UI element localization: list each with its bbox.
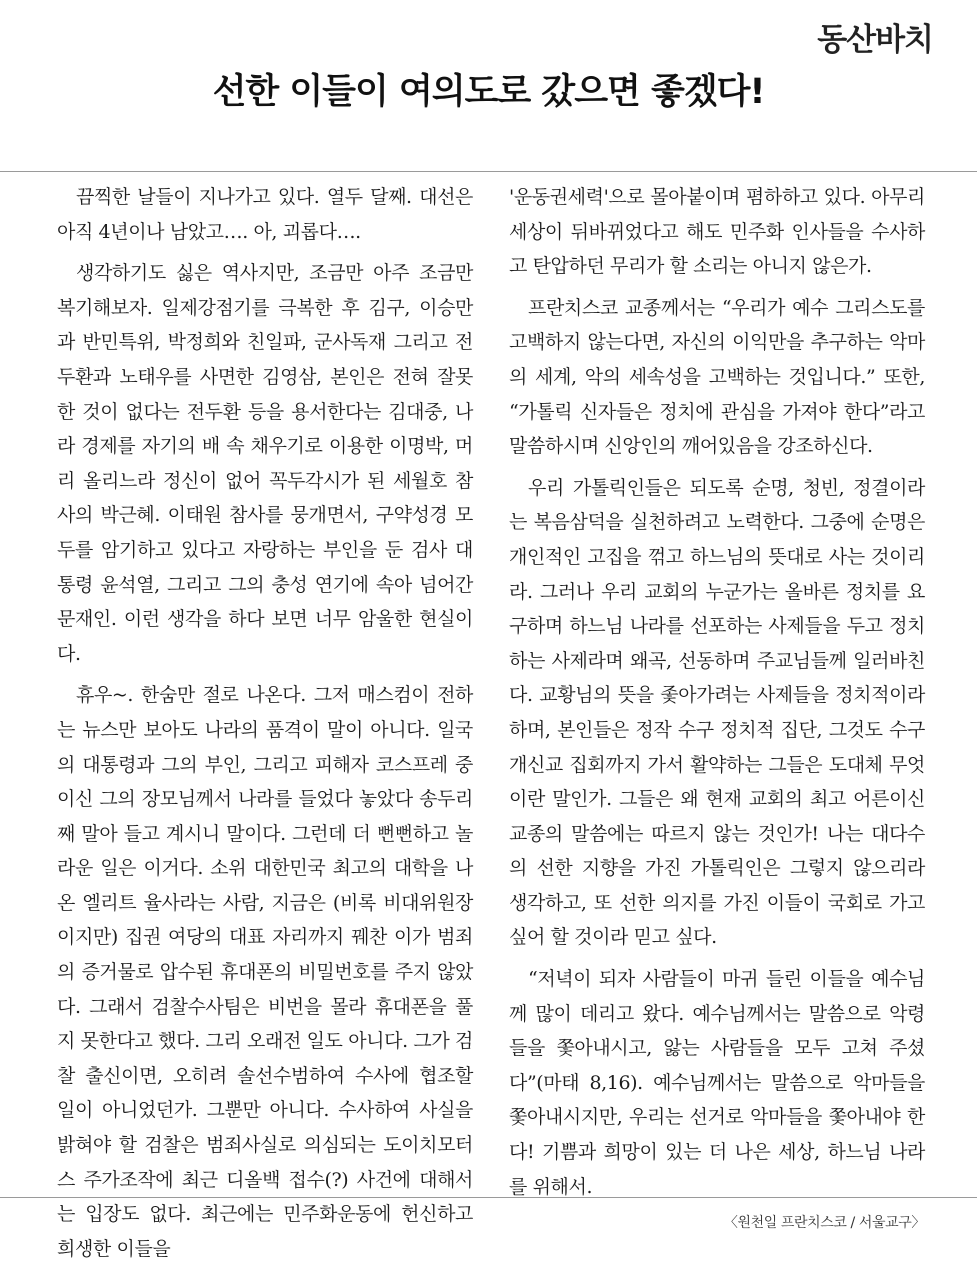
footer-divider: [0, 1197, 977, 1198]
paragraph: 휴우~. 한숨만 절로 나온다. 그저 매스컴이 전하는 뉴스만 보아도 나라의 품격이 말이 아니다. 일국의 대통령과 그의 부인, 그리고 피해자 코스프레 중이신 그의 장모님께서 나라를 들었다 놓았다 송두리째 말아 들고 계시니 말이다. 그런데 더 뻔뻔하고 놀라운 일은 이거다. 소위 대한민국 최고의 대학을 나온 엘리트 율사라는 사람, 지금은 (비록 비대위원장이지만) 집권 여당의 대표 자리까지 꿰찬 이가 범죄의 증거물로 압수된 휴대폰의 비밀번호를 주지 않았다. 그래서 검찰수사팀은 비번을 몰라 휴대폰을 풀지 못한다고 했다. 그리 오래전 일도 아니다. 그가 검찰 출신이면, 오히려 솔선수범하여 수사에 협조할 일이 아니었던가. 그뿐만 아니다. 수사하여 사실을 밝혀야 할 검찰은 범죄사실로 의심되는 도이치모터스 주가조작에 최근 디올백 접수(?) 사건에 대해서는 입장도 없다. 최근에는 민주화운동에 헌신하고 희생한 이들을: [57, 684, 473, 1260]
paragraph: 우리 가톨릭인들은 되도록 순명, 청빈, 정결이라는 복음삼덕을 실천하려고 노력한다. 그중에 순명은 개인적인 고집을 꺾고 하느님의 뜻대로 사는 것이리라. 그러나 우리 교회의 누군가는 올바른 정치를 요구하며 하느님 나라를 선포하는 사제들을 두고 정치하는 사제라며 왜곡, 선동하며 주교님들께 일러바친다. 교황님의 뜻을 좇아가려는 사제들을 정치적이라 하며, 본인들은 정작 수구 정치적 집단, 그것도 수구 개신교 집회까지 가서 활약하는 그들은 도대체 무엇이란 말인가. 그들은 왜 현재 교회의 최고 어른이신 교종의 말씀에는 따르지 않는 것인가! 나는 대다수의 선한 지향을 가진 가톨릭인은 그렇지 않으리라 생각하고, 또 선한 의지를 가진 이들이 국회로 가고 싶어 할 것이라 믿고 싶다.: [509, 476, 925, 949]
header-divider: [0, 171, 977, 172]
author-byline: 〈원천일 프란치스코 / 서울교구〉: [723, 1215, 925, 1232]
paragraph: 끔찍한 날들이 지나가고 있다. 열두 달째. 대선은 아직 4년이나 남았고…. 아, 괴롭다….: [57, 186, 473, 243]
article-column-left: [57, 180, 473, 1273]
article-column-right: [509, 180, 925, 1242]
paragraph: 생각하기도 싫은 역사지만, 조금만 아주 조금만 복기해보자. 일제강점기를 극복한 후 김구, 이승만과 반민특위, 박정희와 친일파, 군사독재 그리고 전두환과 노태우를 사면한 김영삼, 본인은 전혀 잘못한 것이 없다는 전두환 등을 용서한다는 김대중, 나라 경제를 자기의 배 속 채우기로 이용한 이명박, 머리 올리느라 정신이 없어 꼭두각시가 된 세월호 참사의 박근혜. 이태원 참사를 뭉개면서, 구약성경 모두를 암기하고 있다고 자랑하는 부인을 둔 검사 대통령 윤석열, 그리고 그의 충성 연기에 속아 넘어간 문재인. 이런 생각을 하다 보면 너무 암울한 현실이다.: [57, 262, 473, 665]
paragraph: 프란치스코 교종께서는 “우리가 예수 그리스도를 고백하지 않는다면, 자신의 이익만을 추구하는 악마의 세계, 악의 세속성을 고백하는 것입니다.” 또한, “가톨릭 신자들은 정치에 관심을 가져야 한다”라고 말씀하시며 신앙인의 깨어있음을 강조하신다.: [509, 296, 925, 458]
section-logo: 동산바치: [817, 22, 933, 58]
paragraph: “저녁이 되자 사람들이 마귀 들린 이들을 예수님께 많이 데리고 왔다. 예수님께서는 말씀으로 악령들을 쫓아내시고, 앓는 사람들을 모두 고쳐 주셨다”(마태 8,16). 예수님께서는 말씀으로 악마들을 쫓아내시지만, 우리는 선거로 악마들을 쫓아내야 한다! 기쁨과 희망이 있는 더 나은 세상, 하느님 나라를 위해서.: [509, 968, 925, 1198]
paragraph: '운동권세력'으로 몰아붙이며 폄하하고 있다. 아무리 세상이 뒤바뀌었다고 해도 민주화 인사들을 수사하고 탄압하던 무리가 할 소리는 아니지 않은가.: [509, 186, 925, 278]
article-headline: 선한 이들이 여의도로 갔으면 좋겠다!: [212, 72, 765, 112]
